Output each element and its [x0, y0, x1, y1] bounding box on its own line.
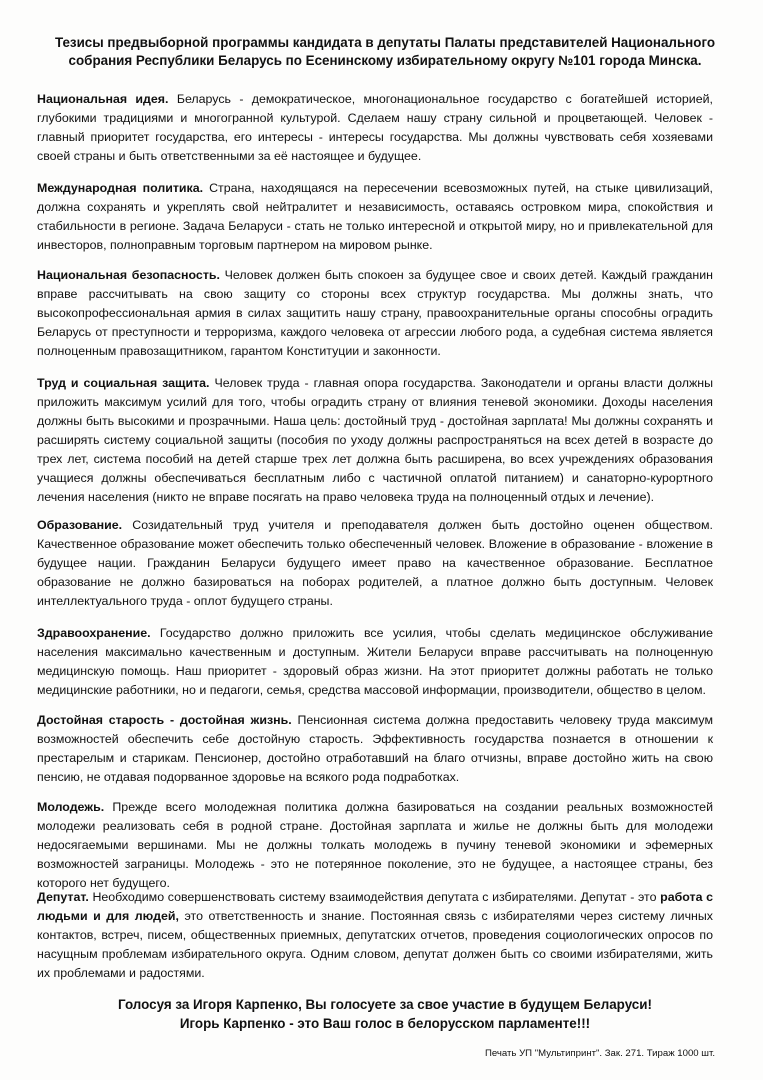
section-labor-social	[37, 374, 713, 507]
section-heading: Труд и социальная защита.	[37, 376, 210, 390]
section-body-continued: это ответственность и знание. Постоянная связь с избирателями через систему личных контактов, встреч, писем, общественных приемных, депутатских отчетов, проведения социологических опросов по насущным проблемам избирательного округа. Одним словом, депутат должен быть со своими избирателями, жить их проблемами и радостями.	[37, 909, 713, 980]
section-heading: Молодежь.	[37, 800, 105, 814]
slogan-line-1: Голосуя за Игоря Карпенко, Вы голосуете за свое участие в будущем Беларуси!	[118, 997, 652, 1012]
title-line-2: собрания Республики Беларусь по Есенинскому избирательному округу №101 города Минска.	[68, 53, 702, 68]
section-heading: Образование.	[37, 518, 123, 532]
section-heading: Достойная старость - достойная жизнь.	[37, 713, 292, 727]
section-heading: Здравоохранение.	[37, 626, 151, 640]
section-body: Пенсионная система должна предоставить человеку труда максимум возможностей обеспечить себе достойную старость. Эффективность государства познается в отношении к престарелым и старикам. Пенсионер, достойно отработавший на благо отчизны, вправе достойно жить на свою пенсию, не отдавая подорванное здоровье на всякого рода подработках.	[37, 713, 714, 784]
campaign-slogan	[40, 995, 730, 1033]
section-heading: Депутат.	[37, 890, 89, 904]
section-body: Прежде всего молодежная политика должна базироваться на создании реальных возможностей молодежи реализовать себя в родной стране. Достойная зарплата и жилье не должны быть для молодежи недосягаемыми вершинами. Мы не должны толкать молодежь в пучину теневой экономики и эфемерных возможностей заграницы. Молодежь - это не потерянное поколение, это не будущее, а настоящее страны, без которого нет будущего.	[37, 800, 713, 890]
slogan-line-2: Игорь Карпенко - это Ваш голос в белорусском парламенте!!!	[179, 1016, 591, 1031]
section-body: Созидательный труд учителя и преподавателя должен быть достойно оценен обществом. Качественное образование может обеспечить только обеспеченный человек. Вложение в образование - вложение в будущее нации. Гражданин Беларуси будущего имеет право на качественное образование. Бесплатное образование не должно базироваться на поборах родителей, а платное должно быть доступным. Человек интеллектуального труда - оплот будущего страны.	[37, 518, 713, 608]
section-body: Необходимо совершенствовать систему взаимодействия депутата с избирателями. Депутат - это	[92, 890, 657, 904]
title-line-1: Тезисы предвыборной программы кандидата в депутаты Палаты представителей Национального	[54, 35, 716, 50]
section-heading: Национальная идея.	[37, 92, 169, 106]
print-info: Печать УП "Мультипринт". Зак. 271. Тираж 1000 шт.	[484, 1048, 715, 1059]
document-title	[40, 34, 730, 70]
section-foreign-policy	[37, 179, 713, 255]
section-heading: Международная политика.	[37, 181, 204, 195]
section-emphasis: работа с людьми и для людей,	[37, 890, 713, 923]
section-national-idea	[37, 90, 713, 166]
section-body: Человек должен быть спокоен за будущее свое и своих детей. Каждый гражданин вправе рассчитывать на свою защиту со стороны всех структур государства. Мы должны знать, что высокопрофессиональная армия в силах защитить нашу страну, правоохранительные органы способны оградить Беларусь от преступности и терроризма, каждого человека от агрессии любого рода, а судебная система является полноценным правозащитником, гарантом Конституции и законности.	[37, 268, 713, 358]
section-deputy	[37, 888, 713, 983]
section-youth	[37, 798, 713, 893]
section-body: Человек труда - главная опора государства. Законодатели и органы власти должны приложить максимум усилий для того, чтобы оградить страну от влияния теневой экономики. Доходы населения должны быть высокими и прозрачными. Наша цель: достойный труд - достойная зарплата! Мы должны сохранять и расширять систему социальной защиты (пособия по уходу должны распространяться на всех детей в возрасте до трех лет, система пособий на детей старше трех лет должна быть расширена, во всех учреждениях образования учащиеся должны обеспечиваться бесплатным либо с частичной оплатой питанием) и санаторно-курортного лечения населения (никто не вправе посягать на право человека труда на полноценный отдых и лечение).	[37, 376, 713, 504]
section-old-age	[37, 711, 713, 787]
section-body: Беларусь - демократическое, многонациональное государство с богатейшей историей, глубокими традициями и многогранной культурой. Сделаем нашу страну сильной и процветающей. Человек - главный приоритет государства, его интересы - интересы государства. Мы должны чувствовать себя хозяевами своей страны и быть ответственными за её настоящее и будущее.	[37, 92, 713, 163]
section-body: Государство должно приложить все усилия, чтобы сделать медицинское обслуживание населения максимально качественным и доступным. Жители Беларуси вправе рассчитывать на полноценную медицинскую помощь. Наш приоритет - здоровый образ жизни. На этот приоритет должны работать не только медицинские работники, но и педагоги, семья, средства массовой информации, производители, общество в целом.	[37, 626, 713, 697]
section-healthcare	[37, 624, 713, 700]
section-national-security	[37, 266, 713, 361]
section-education	[37, 516, 713, 611]
section-heading: Национальная безопасность.	[37, 268, 220, 282]
section-body: Страна, находящаяся на пересечении всевозможных путей, на стыке цивилизаций, должна сохранять и укреплять свой нейтралитет и независимость, оставаясь островком мира, спокойствия и стабильности в регионе. Задача Беларуси - стать не только интересной и открытой миру, но и привлекательной для инвесторов, полноправным торговым партнером на мировом рынке.	[37, 181, 713, 252]
